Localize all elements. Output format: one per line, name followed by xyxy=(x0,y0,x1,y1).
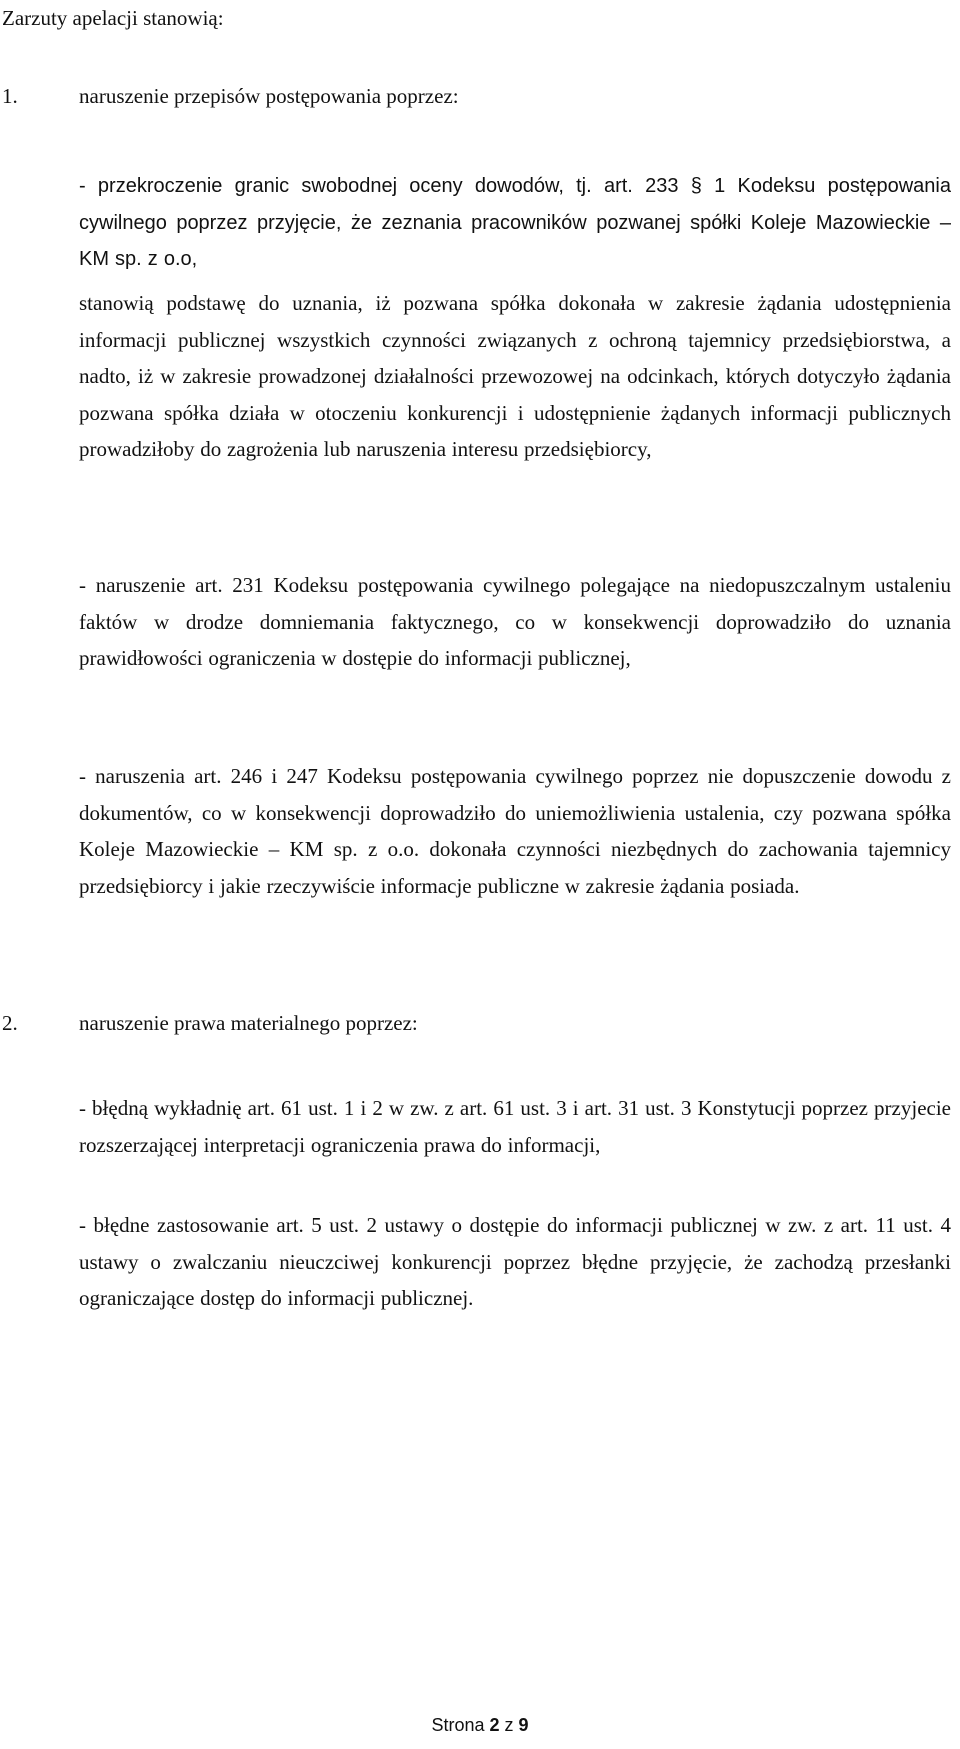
point-access-law-paragraph xyxy=(79,1207,951,1317)
footer-prefix: Strona xyxy=(431,1715,485,1735)
point-246-247-paragraph xyxy=(79,758,951,904)
section-2-label: naruszenie prawa materialnego poprzez: xyxy=(79,1011,418,1035)
section-2-title xyxy=(2,1008,418,1038)
section-1-label: naruszenie przepisów postępowania poprzez: xyxy=(79,84,459,108)
section-1-number: 1. xyxy=(2,84,18,108)
footer-current-page: 2 xyxy=(489,1715,500,1735)
point-246-247-text: - naruszenia art. 246 i 247 Kodeksu postępowania cywilnego poprzez nie dopuszczenie dowodu z dokumentów, co w konsekwencji doprowadziło do uniemożliwienia ustalenia, czy pozwana spółka Koleje Mazowieckie – KM sp. z o.o. dokonała czynności niezbędnych do zachowania tajemnicy przedsiębiorcy i jakie rzeczywiście informacje publiczne w zakresie żądania posiada. xyxy=(79,764,951,898)
point-233-paragraph xyxy=(79,168,951,278)
section-2-number: 2. xyxy=(2,1011,18,1035)
point-231-text: - naruszenie art. 231 Kodeksu postępowania cywilnego polegające na niedopuszczalnym ustaleniu faktów w drodze domniemania faktycznego, co w konsekwencji doprowadziło do uznania prawidłowości ograniczenia w dostępie do informacji publicznej, xyxy=(79,573,951,670)
point-231-paragraph xyxy=(79,567,951,677)
point-233-continuation xyxy=(79,285,951,468)
section-1-title xyxy=(2,81,459,111)
footer-separator: z xyxy=(504,1715,514,1735)
footer-total-pages: 9 xyxy=(518,1715,529,1735)
point-233-continuation-text: stanowią podstawę do uznania, iż pozwana spółka dokonała w zakresie żądania udostępnienia informacji publicznej wszystkich czynności związanych z ochroną tajemnicy przedsiębiorstwa, a nadto, iż w zakresie prowadzonej działalności przewozowej na odcinkach, których dotyczyło żądania pozwana spółka działa w otoczeniu konkurencji i udostępnienie żądanych informacji publicznych prowadziłoby do zagrożenia lub naruszenia interesu przedsiębiorcy, xyxy=(79,291,951,461)
point-access-law-text: - błędne zastosowanie art. 5 ust. 2 ustawy o dostępie do informacji publicznej w zw. z art. 11 ust. 4 ustawy o zwalczaniu nieuczciwej konkurencji poprzez błędne przyjęcie, że zachodzą przesłanki ograniczające dostęp do informacji publicznej. xyxy=(79,1213,951,1310)
point-constitution-paragraph xyxy=(79,1090,951,1163)
point-233-text: - przekroczenie granic swobodnej oceny dowodów, tj. art. 233 § 1 Kodeksu postępowania cywilnego poprzez przyjęcie, że zeznania pracowników pozwanej spółki Koleje Mazowieckie – KM sp. z o.o, xyxy=(79,175,951,270)
point-constitution-text: - błędną wykładnię art. 61 ust. 1 i 2 w zw. z art. 61 ust. 3 i art. 31 ust. 3 Konstytucji poprzez przyjecie rozszerzającej interpretacji ograniczenia prawa do informacji, xyxy=(79,1096,951,1157)
page-heading: Zarzuty apelacji stanowią: xyxy=(2,6,224,30)
page-footer xyxy=(0,1714,960,1736)
